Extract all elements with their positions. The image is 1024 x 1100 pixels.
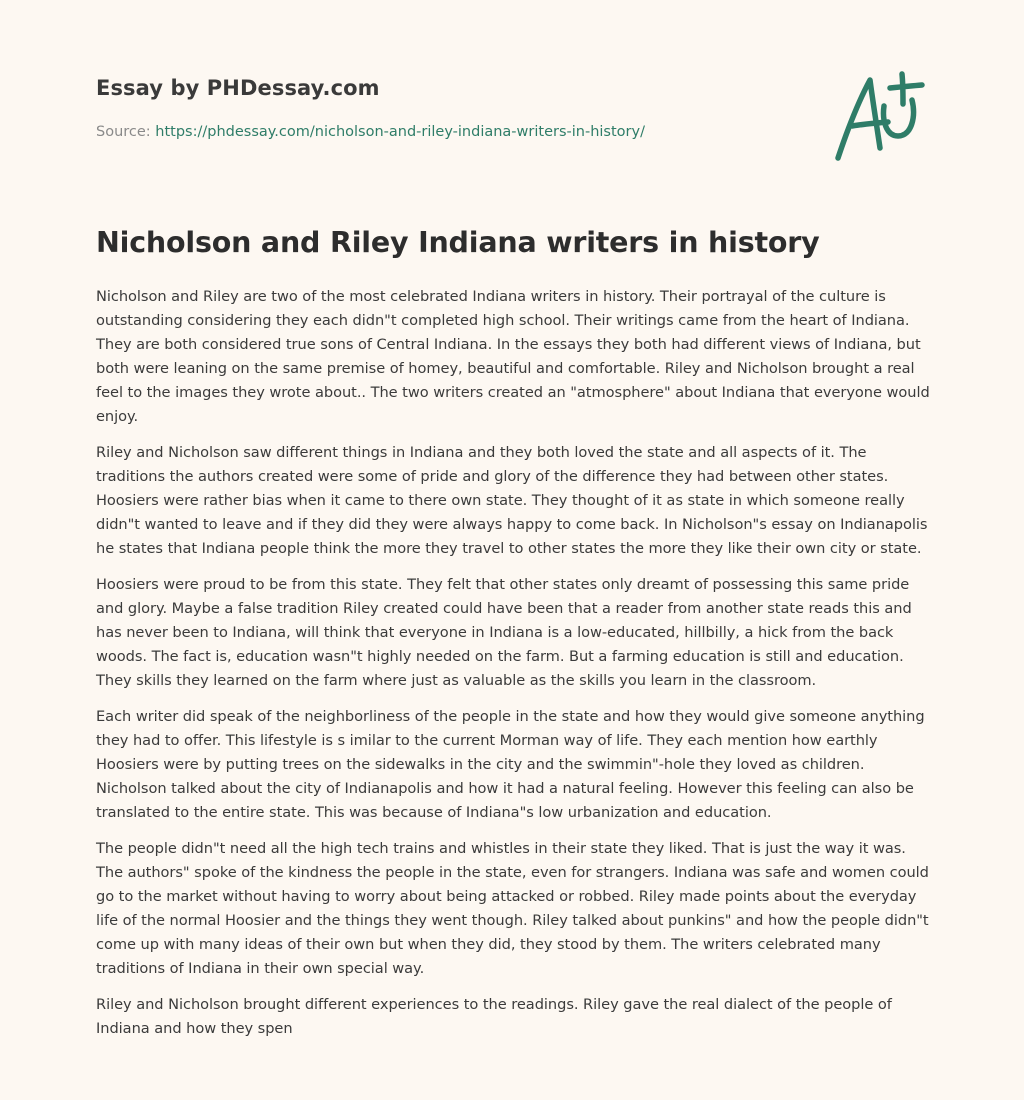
essay-paragraph: Nicholson and Riley are two of the most celebrated Indiana writers in history. Their portrayal of the culture is outstanding considering they each didn"t completed high school. Their writings came from the heart of Indiana. They are both considered true sons of Central Indiana. In the essays they both had different views of Indiana, but both were leaning on the same premise of homey, beautiful and comfortable. Riley and Nicholson brought a real feel to the images they wrote about.. The two writers created an "atmosphere" about Indiana that everyone would enjoy. xyxy=(96,288,930,425)
source-label: Source: xyxy=(96,124,151,140)
a-plus-logo-icon xyxy=(826,66,930,166)
essay-paragraph: Riley and Nicholson saw different things in Indiana and they both loved the state and all aspects of it. The traditions the authors created were some of pride and glory of the difference they had between other states. Hoosiers were rather bias when it came to there own state. They thought of it as state in which someone really didn"t wanted to leave and if they did they were always happy to come back. In Nicholson"s essay on Indianapolis he states that Indiana people think the more they travel to other states the more they like their own city or state. xyxy=(96,444,928,557)
essay-paragraph: Riley and Nicholson brought different experiences to the readings. Riley gave the real dialect of the people of Indiana and how they spen xyxy=(96,996,892,1037)
essay-title: Nicholson and Riley Indiana writers in history xyxy=(96,226,820,259)
essay-paragraph: Each writer did speak of the neighborliness of the people in the state and how they would give someone anything they had to offer. This lifestyle is s imilar to the current Morman way of life. They each mention how earthly Hoosiers were by putting trees on the sidewalks in the city and the swimmin"-hole they loved as children. Nicholson talked about the city of Indianapolis and how it had a natural feeling. However this feeling can also be translated to the entire state. This was because of Indiana"s low urbanization and education. xyxy=(96,708,925,821)
source-link[interactable]: https://phdessay.com/nicholson-and-riley-indiana-writers-in-history/ xyxy=(155,124,645,140)
source-line xyxy=(96,124,645,140)
essay-body xyxy=(96,285,932,1053)
page-header xyxy=(96,0,928,180)
site-brand: Essay by PHDessay.com xyxy=(96,76,380,100)
essay-paragraph: The people didn"t need all the high tech trains and whistles in their state they liked. That is just the way it was. The authors" spoke of the kindness the people in the state, even for strangers. Indiana was safe and women could go to the market without having to worry about being attacked or robbed. Riley made points about the everyday life of the normal Hoosier and the things they went though. Riley talked about punkins" and how the people didn"t come up with many ideas of their own but when they did, they stood by them. The writers celebrated many traditions of Indiana in their own special way. xyxy=(96,840,929,977)
essay-paragraph: Hoosiers were proud to be from this state. They felt that other states only dreamt of possessing this same pride and glory. Maybe a false tradition Riley created could have been that a reader from another state reads this and has never been to Indiana, will think that everyone in Indiana is a low-educated, hillbilly, a hick from the back woods. The fact is, education wasn"t highly needed on the farm. But a farming education is still and education. They skills they learned on the farm where just as valuable as the skills you learn in the classroom. xyxy=(96,576,912,689)
